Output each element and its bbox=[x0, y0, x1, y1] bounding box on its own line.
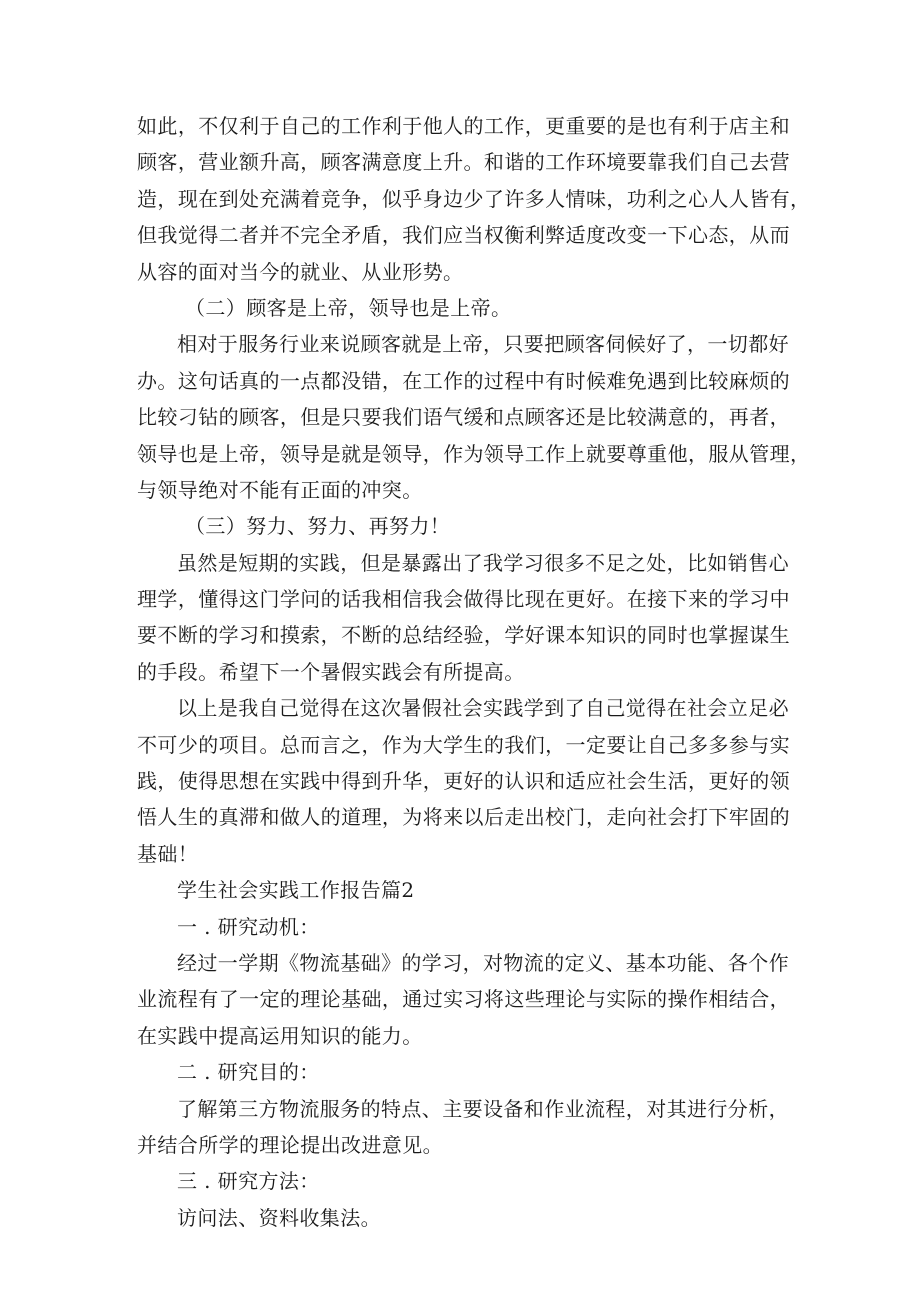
text-line: 一 . 研究动机： bbox=[177, 914, 320, 939]
document-body bbox=[137, 108, 811, 1236]
text-line: 在实践中提高运用知识的能力。 bbox=[137, 1023, 423, 1048]
text-line: 基础！ bbox=[137, 841, 199, 866]
text-line: 领 导 也 是 上 帝 ， 领 导 是 就 是 领 导 ， 作 为 领 导 工 作 上 就 要 尊 重 他 ， 服 从 管 理 ， bbox=[137, 441, 811, 466]
text-line: 悟 人 生 的 真 滞 和 做 人 的 道 理 ， 为 将 来 以 后 走 出 校 门 ， 走 向 社 会 打 下 牢 固 的 bbox=[137, 805, 790, 830]
text-line: 办 。 这 句 话 真 的 一 点 都 没 错 ， 在 工 作 的 过 程 中 有 时 候 难 免 遇 到 比 较 麻 烦 的 bbox=[137, 368, 790, 393]
text-line: 顾 客 ， 营 业 额 升 高 ， 顾 客 满 意 度 上 升 。 和 谐 的 工 作 环 境 要 靠 我 们 自 己 去 营 bbox=[137, 150, 790, 175]
text-line: （三）努力、努力、再努力！ bbox=[185, 514, 451, 539]
text-line: 如 此 ， 不 仅 利 于 自 己 的 工 作 利 于 他 人 的 工 作 ， 更 重 要 的 是 也 有 利 于 店 主 和 bbox=[137, 114, 790, 138]
text-line: 三 . 研究方法： bbox=[177, 1169, 320, 1194]
text-line: 并结合所学的理论提出改进意见。 bbox=[137, 1132, 443, 1157]
text-line: 以上是我自己觉得在这次暑假社会实践学到了自己觉得在社会立足必 bbox=[177, 696, 789, 721]
text-line: 不 可 少 的 项 目 。 总 而 言 之 ， 作 为 大 学 生 的 我 们 ， 一 定 要 让 自 己 多 多 参 与 实 bbox=[137, 732, 790, 757]
text-line: 虽然是短期的实践，但是暴露出了我学习很多不足之处，比如销售心 bbox=[177, 550, 789, 575]
text-line: 业 流 程 有 了 一 定 的 理 论 基 础 ， 通 过 实 习 将 这 些 理 论 与 实 际 的 操 作 相 结 合 ， bbox=[137, 987, 790, 1012]
text-line: 访问法、资料收集法。 bbox=[177, 1205, 381, 1230]
text-line: 经过一学期《物流基础》的学习，对物流的定义、基本功能、各个作 bbox=[177, 950, 789, 975]
text-line: 的手段。希望下一个暑假实践会有所提高。 bbox=[137, 659, 525, 684]
text-line: 理 学 ， 懂 得 这 门 学 问 的 话 我 相 信 我 会 做 得 比 现 在 更 好 。 在 接 下 来 的 学 习 中 bbox=[137, 587, 790, 612]
text-line: 要 不 断 的 学 习 和 摸 索 ， 不 断 的 总 结 经 验 ， 学 好 课 本 知 识 的 同 时 也 掌 握 谋 生 bbox=[137, 623, 790, 648]
text-line: 与领导绝对不能有正面的冲突。 bbox=[137, 477, 423, 502]
text-line: 比 较 刁 钻 的 顾 客 ， 但 是 只 要 我 们 语 气 缓 和 点 顾 客 还 是 比 较 满 意 的 ， 再 者 ， bbox=[137, 405, 790, 430]
text-line: 了解第三方物流服务的特点、主要设备和作业流程，对其进行分析， bbox=[177, 1096, 789, 1121]
text-line: 造 ， 现 在 到 处 充 满 着 竞 争 ， 似 乎 身 边 少 了 许 多 人 情 味 ， 功 利 之 心 人 人 皆 有 ， bbox=[137, 186, 811, 211]
text-line: 但 我 觉 得 二 者 并 不 完 全 矛 盾 ， 我 们 应 当 权 衡 利 弊 适 度 改 变 一 下 心 态 ， 从 而 bbox=[137, 223, 790, 248]
text-line: 践 ， 使 得 思 想 在 实 践 中 得 到 升 华 ， 更 好 的 认 识 和 适 应 社 会 生 活 ， 更 好 的 领 bbox=[137, 769, 790, 794]
text-line: 从容的面对当今的就业、从业形势。 bbox=[137, 259, 464, 284]
text-line: 相对于服务行业来说顾客就是上帝，只要把顾客伺候好了，一切都好 bbox=[177, 332, 789, 357]
text-line: （二）顾客是上帝，领导也是上帝。 bbox=[185, 295, 512, 320]
text-line: 二 . 研究目的： bbox=[177, 1060, 320, 1085]
text-line: 学生社会实践工作报告篇2 bbox=[177, 878, 415, 903]
